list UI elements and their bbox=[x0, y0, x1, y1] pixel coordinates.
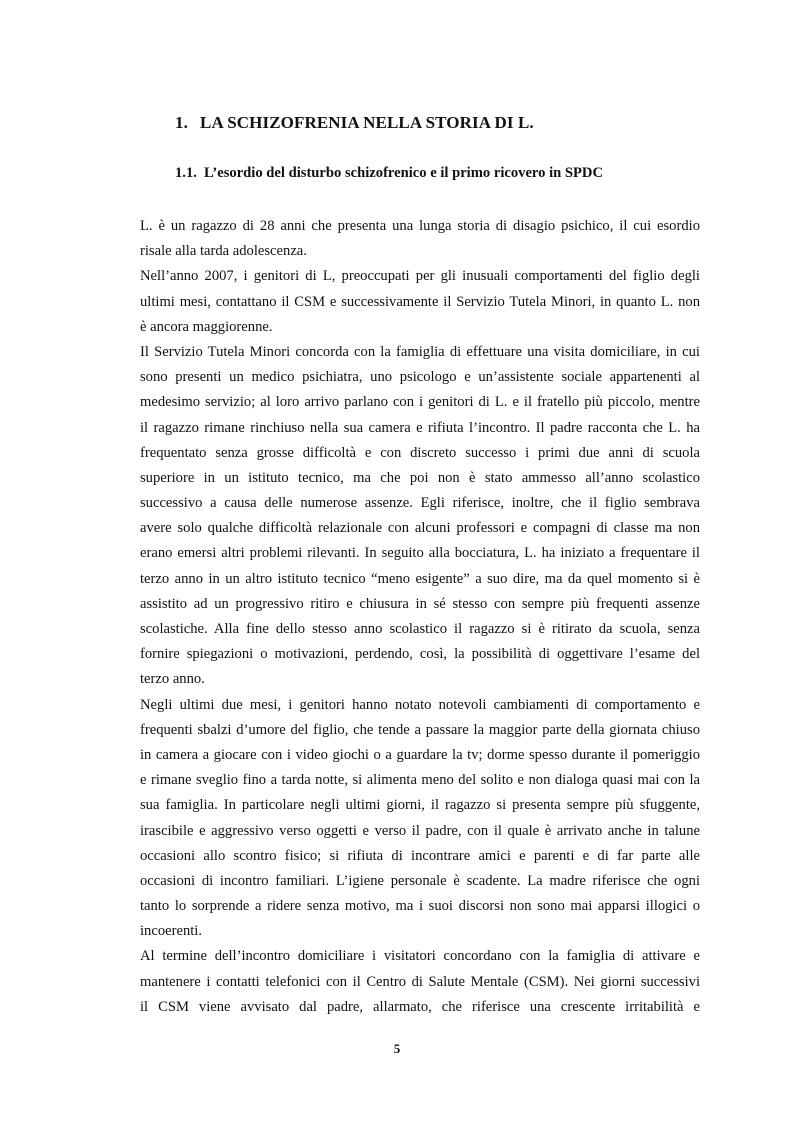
text-line: assistito ad un progressivo ritiro e chiusura in sé stesso con sempre più frequenti assenze bbox=[140, 595, 700, 612]
text-line: e rimane sveglio fino a tarda notte, si alimenta meno del solito e non dialoga quasi mai con la bbox=[140, 772, 700, 789]
text-line: incoerenti. bbox=[140, 923, 202, 940]
chapter-number: 1. bbox=[175, 113, 188, 132]
section-title: L’esordio del disturbo schizofrenico e il primo ricovero in SPDC bbox=[204, 165, 604, 181]
text-line: erano emersi altri problemi rilevanti. In seguito alla bocciatura, L. ha iniziato a frequentare il bbox=[140, 545, 700, 562]
text-line: è ancora maggiorenne. bbox=[140, 318, 273, 335]
text-line: mantenere i contatti telefonici con il Centro di Salute Mentale (CSM). Nei giorni successivi bbox=[140, 973, 700, 990]
text-line: scolastiche. Alla fine dello stesso anno scolastico il ragazzo si è ritirato da scuola, senza bbox=[140, 621, 700, 637]
text-line: successivo a causa delle numerose assenze. Egli riferisce, inoltre, che il figlio sembrava bbox=[140, 495, 700, 512]
text-line: medesimo servizio; al loro arrivo parlano con i genitori di L. e il fratello più piccolo, mentre bbox=[140, 394, 700, 411]
text-line: ultimi mesi, contattano il CSM e successivamente il Servizio Tutela Minori, in quanto L. non bbox=[140, 293, 700, 310]
text-line: Negli ultimi due mesi, i genitori hanno notato notevoli cambiamenti di comportamento e bbox=[140, 696, 700, 713]
text-line: avere solo qualche difficoltà relazionale con alcuni professori e compagni di classe ma non bbox=[140, 520, 700, 537]
text-line: risale alla tarda adolescenza. bbox=[140, 243, 307, 260]
text-line: il CSM viene avvisato dal padre, allarmato, che riferisce una crescente irritabilità e bbox=[140, 998, 700, 1015]
text-line: Il Servizio Tutela Minori concorda con la famiglia di effettuare una visita domiciliare, in cui bbox=[140, 343, 700, 360]
text-line: Al termine dell’incontro domiciliare i visitatori concordano con la famiglia di attivare e bbox=[140, 948, 700, 965]
text-line: Nell’anno 2007, i genitori di L, preoccupati per gli inusuali comportamenti del figlio degli bbox=[140, 268, 700, 285]
text-line: frequentato senza grosse difficoltà e con discreto successo i primi due anni di scuola bbox=[140, 444, 700, 461]
chapter-heading bbox=[175, 113, 534, 133]
text-line: sua famiglia. In particolare negli ultimi giorni, il ragazzo si presenta sempre più sfuggente, bbox=[140, 797, 700, 814]
text-line: irascibile e aggressivo verso oggetti e verso il padre, con il quale è arrivato anche in talune bbox=[140, 822, 700, 839]
text-line: terzo anno. bbox=[140, 671, 205, 688]
chapter-title: LA SCHIZOFRENIA NELLA STORIA DI L. bbox=[200, 113, 534, 132]
page-number: 5 bbox=[393, 1041, 401, 1056]
text-line: occasioni di incontro familiari. L’igiene personale è scadente. La madre riferisce che ogni bbox=[140, 872, 700, 889]
text-line: L. è un ragazzo di 28 anni che presenta una lunga storia di disagio psichico, il cui esordio bbox=[140, 218, 700, 234]
section-number: 1.1. bbox=[175, 165, 197, 181]
text-line: terzo anno in un altro istituto tecnico “meno esigente” a suo dire, ma da quel momento si è bbox=[140, 570, 700, 587]
body-text bbox=[140, 214, 700, 1020]
text-line: superiore in un istituto tecnico, ma che poi non è stato ammesso all’anno scolastico bbox=[140, 469, 700, 486]
text-line: in camera a giocare con i video giochi o a guardare la tv; dorme spesso durante il pomeriggio bbox=[140, 746, 700, 763]
text-line: il ragazzo rimane rinchiuso nella sua camera e rifiuta l’incontro. Il padre racconta che L. ha bbox=[140, 419, 700, 436]
text-line: sono presenti un medico psichiatra, uno psicologo e un’assistente sociale appartenenti al bbox=[140, 369, 700, 386]
text-line: frequenti sbalzi d’umore del figlio, che tende a passare la maggior parte della giornata chiuso bbox=[140, 721, 700, 738]
text-line: fornire spiegazioni o motivazioni, perdendo, così, la possibilità di oggettivare l’esame del bbox=[140, 646, 700, 663]
text-line: tanto lo sorprende a ridere senza motivo, ma i suoi discorsi non sono mai apparsi illogici o bbox=[140, 898, 700, 915]
text-line: occasioni allo scontro fisico; si rifiuta di incontrare amici e parenti e di far parte alle bbox=[140, 847, 700, 864]
section-heading bbox=[175, 165, 603, 182]
